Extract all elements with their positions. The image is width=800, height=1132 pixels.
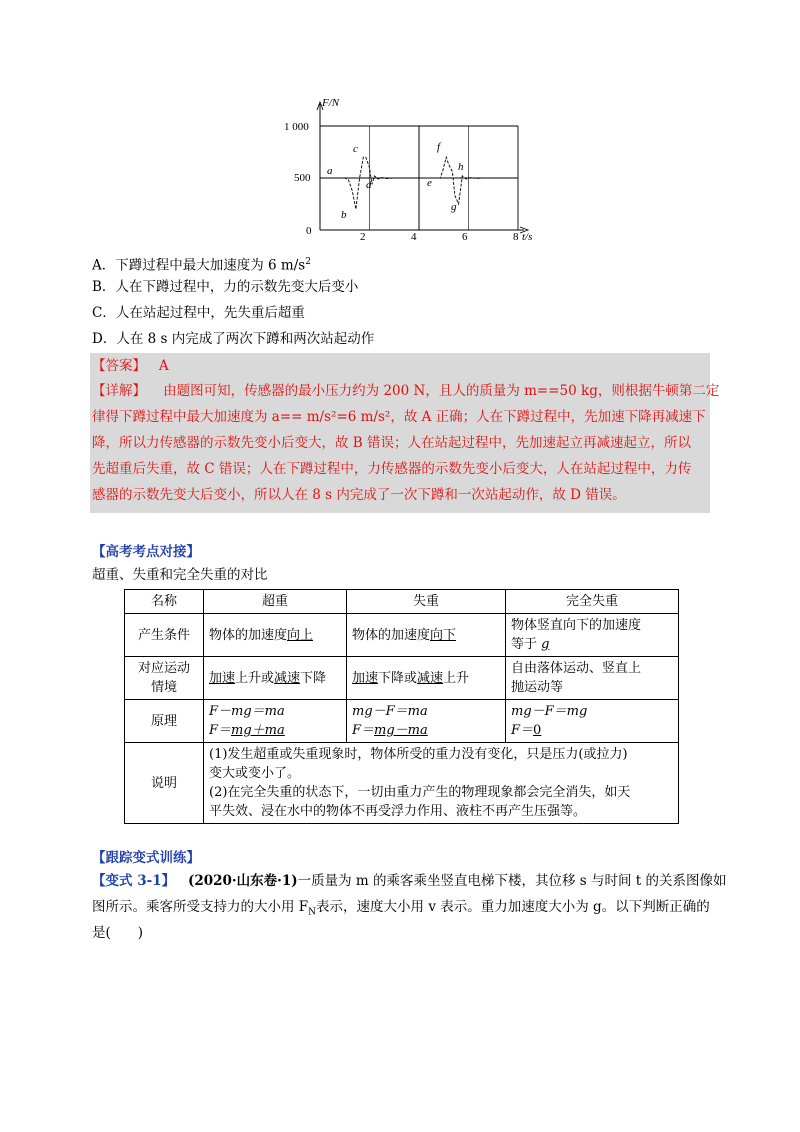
table-cell: (1)发生超重或失重现象时，物体所受的重力没有变化，只是压力(或拉力) 变大或变小了。 (2)在完全失重的状态下，一切由重力产生的物理现象都会完全消失，如天 平失效、浸在水中的物体不再受浮力作用、液柱不再产生压强等。 bbox=[204, 743, 679, 824]
table-header-cell: 完全失重 bbox=[506, 590, 679, 614]
y-tick-label-1000: 1 000 bbox=[284, 121, 309, 133]
force-time-chart bbox=[284, 88, 540, 248]
table-cell: F－mg＝ma F＝mg＋ma bbox=[204, 700, 347, 743]
option-c: C．人在站起过程中，先失重后超重 bbox=[92, 305, 305, 321]
detail-tag: 【详解】 bbox=[92, 383, 146, 399]
point-label-g: g bbox=[451, 201, 457, 213]
row-label: 对应运动 情境 bbox=[125, 657, 204, 700]
answer-value: A bbox=[158, 358, 169, 374]
y-axis-label: F/N bbox=[322, 97, 340, 109]
x-tick-label-8: 8 bbox=[513, 231, 519, 243]
detail-line-5: 感器的示数先变大后变小，所以人在 8 s 内完成了一次下蹲和一次站起动作，故 D 错误。 bbox=[92, 487, 626, 503]
y-tick-label-0: 0 bbox=[306, 225, 312, 237]
comparison-table bbox=[124, 589, 679, 824]
point-label-a: a bbox=[327, 165, 333, 177]
point-label-e: e bbox=[427, 177, 432, 189]
question-line-1: 【变式 3-1】 (2020·山东卷·1)一质量为 m 的乘客乘坐竖直电梯下楼，其位移 s 与时间 t 的关系图像如 bbox=[92, 873, 727, 889]
table-cell: 加速下降或减速上升 bbox=[347, 657, 506, 700]
option-d: D．人在 8 s 内完成了两次下蹲和两次站起动作 bbox=[92, 331, 375, 347]
x-tick-label-6: 6 bbox=[462, 231, 468, 243]
point-label-c: c bbox=[353, 143, 358, 155]
row-label: 产生条件 bbox=[125, 614, 204, 657]
table-cell: 物体的加速度向下 bbox=[347, 614, 506, 657]
table-cell: mg－F＝ma F＝mg－ma bbox=[347, 700, 506, 743]
point-label-h: h bbox=[458, 161, 464, 173]
x-tick-label-2: 2 bbox=[360, 231, 366, 243]
y-tick-label-500: 500 bbox=[294, 172, 311, 184]
question-line-3: 是( ) bbox=[92, 925, 144, 941]
question-tag: 【变式 3-1】 bbox=[92, 873, 176, 889]
table-cell: 物体的加速度向上 bbox=[204, 614, 347, 657]
table-cell: 自由落体运动、竖直上 抛运动等 bbox=[506, 657, 679, 700]
table-cell: mg－F＝mg F＝0 bbox=[506, 700, 679, 743]
table-header-cell: 超重 bbox=[204, 590, 347, 614]
option-a-superscript: 2 bbox=[305, 257, 311, 267]
row-label: 原理 bbox=[125, 700, 204, 743]
point-label-b: b bbox=[341, 209, 347, 221]
table-cell: 物体竖直向下的加速度 等于 g bbox=[506, 614, 679, 657]
section-title-practice: 【跟踪变式训练】 bbox=[92, 850, 200, 866]
question-line-2: 图所示。乘客所受支持力的大小用 $F_N$表示，速度大小用 v 表示。重力加速度大小为 g。以下判断正确的 bbox=[92, 899, 710, 918]
option-b: B．人在下蹲过程中，力的示数先变大后变小 bbox=[92, 279, 359, 295]
table-row bbox=[125, 700, 679, 743]
table-cell: 加速上升或减速下降 bbox=[204, 657, 347, 700]
section-title-exam-points: 【高考考点对接】 bbox=[92, 544, 200, 560]
point-label-d: d bbox=[366, 179, 372, 191]
table-header-cell: 名称 bbox=[125, 590, 204, 614]
table-row bbox=[125, 743, 679, 824]
x-axis-label: t/s bbox=[522, 231, 533, 243]
detail-line-2: 律得下蹲过程中最大加速度为 a== m/s²=6 m/s²，故 A 正确；人在下蹲过程中，先加速下降再减速下 bbox=[92, 409, 706, 425]
table-row bbox=[125, 657, 679, 700]
table-header-cell: 失重 bbox=[347, 590, 506, 614]
table-row bbox=[125, 614, 679, 657]
detail-line-1: 【详解】 由题图可知，传感器的最小压力约为 200 N，且人的质量为 m==50 kg，则根据牛顿第二定 bbox=[92, 383, 720, 399]
point-label-f: f bbox=[437, 141, 441, 153]
detail-line-4: 先超重后失重，故 C 错误；人在下蹲过程中，力传感器的示数先变小后变大，人在站起过程中，力传 bbox=[92, 461, 692, 477]
series-line-1 bbox=[335, 157, 394, 209]
question-source: (2020·山东卷·1) bbox=[187, 873, 298, 889]
detail-line-3: 降，所以力传感器的示数先变小后变大，故 B 错误；人在站起过程中，先加速起立再减速起立，所以 bbox=[92, 435, 692, 451]
answer-tag: 【答案】 bbox=[92, 358, 146, 374]
answer-line bbox=[92, 356, 169, 376]
x-tick-label-4: 4 bbox=[411, 231, 417, 243]
row-label: 说明 bbox=[125, 743, 204, 824]
option-a: A．下蹲过程中最大加速度为 6 $m/s^2$ bbox=[92, 257, 311, 274]
table-intro: 超重、失重和完全失重的对比 bbox=[92, 567, 268, 583]
table-header-row bbox=[125, 590, 679, 614]
